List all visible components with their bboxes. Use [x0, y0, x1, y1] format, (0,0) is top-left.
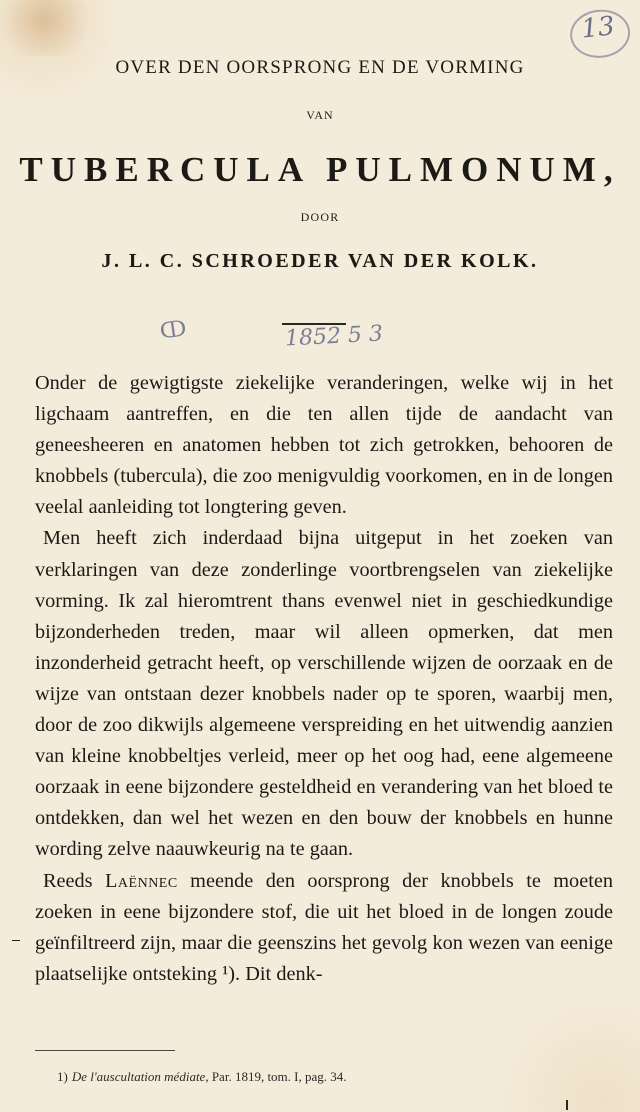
margin-dash	[12, 940, 20, 941]
paragraph-1: Onder de gewigtigste ziekelijke veranderingen, welke wij in het ligchaam aantreffen, en die ten allen tijde de aandacht van geneesheeren en anatomen hebben tot zich getrokken, behooren de knobbels (tubercula), die zoo menigvuldig voorkomen, en in de longen veelal aanleiding tot longtering geven.	[35, 372, 613, 519]
title-line-2: VAN	[306, 108, 334, 122]
footnote-ref: 1)	[57, 1069, 68, 1084]
pencil-circled-number	[559, 0, 637, 65]
paper-stain	[0, 0, 88, 56]
handwritten-code: 1852 5 3	[284, 321, 384, 352]
pencil-number: 13	[579, 11, 617, 45]
paragraph-2: Men heeft zich inderdaad bijna uitgeput in het zoeken van verklaringen van deze zonderlinge voortbrengselen van ziekelijke vorming. Ik zal hieromtrent thans evenwel niet in geschiedkundige bijzonderheden treden, maar wil alleen opmerken, dat men inzonderheid getracht heeft, op verschillende wijzen de oorzaak en de wijze van ontstaan dezer knobbels nader op te sporen, waarbij men, door de zoo dikwijls algemeene verspreiding en het uitwendig aanzien van kleine knobbeltjes verleid, meer op het oog had, eene algemeene oorzaak in eene bijzondere gesteldheid en verandering van het bloed te ontdekken, dan wel het wezen en den bouw der knobbels en hunne wording zelve naauwkeurig na te gaan.	[35, 527, 613, 861]
paragraph-3-rest: meende den oorsprong der knobbels te moeten zoeken in eene bijzondere stof, die uit het bloed in de longen zoude geïnfiltreerd zijn, maar die geenszins het gevolg kon wezen van eenige plaatselijke ontsteking ¹). Dit denk-	[35, 869, 613, 985]
title-line-1: OVER DEN OORSPRONG EN DE VORMING	[115, 57, 525, 78]
footnote	[57, 1068, 617, 1086]
by-label: DOOR	[300, 210, 340, 224]
paragraph-3-prefix: Reeds	[43, 869, 106, 892]
footnote-rule	[35, 1050, 175, 1051]
handwritten-mark: ↀ	[158, 316, 189, 345]
paragraph-3	[35, 866, 613, 990]
page-bottom-mark	[566, 1100, 568, 1110]
paragraph-3-name: Laënnec	[105, 869, 178, 892]
footnote-title: De l'auscultation médiate	[71, 1069, 206, 1084]
body-text	[35, 368, 613, 990]
author-name: J. L. C. SCHROEDER VAN DER KOLK.	[101, 250, 539, 272]
main-title: TUBERCULA PULMONUM,	[19, 150, 621, 189]
footnote-details: , Par. 1819, tom. I, pag. 34.	[205, 1069, 347, 1084]
